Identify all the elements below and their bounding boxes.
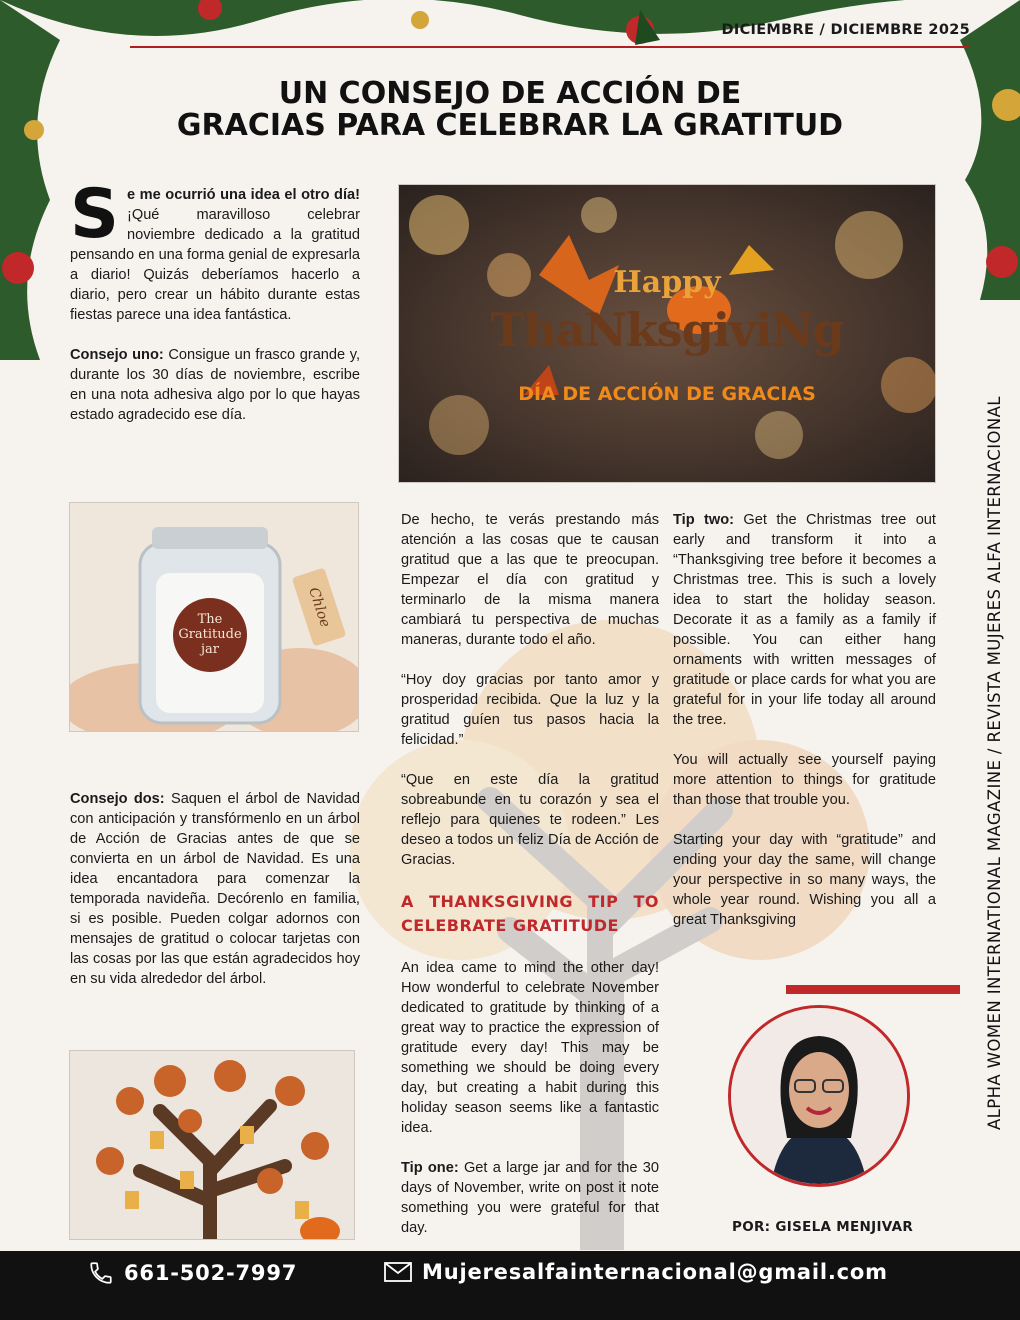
tip-one-en (401, 1158, 659, 1238)
tip-two-es-text: Saquen el árbol de Navidad con anticipación y transfórmenlo en un árbol de Acción de Gracias antes de que se convierta en un árbol de Navidad. Es una idea encantadora para comenzar la temporada navideña. Decórenlo en familia, si es posible. Pueden colgar adornos con mensajes de gratitud o colocar tarjetas con las cosas por las que están agradecidos hoy en su vida alrededor del árbol. (70, 791, 360, 987)
article-title (0, 78, 1020, 142)
happy-text: Happy (613, 265, 721, 300)
tip-one-es (70, 345, 360, 425)
jar-label-gratitude: Gratitude (178, 627, 242, 642)
column-1-top (70, 175, 360, 445)
phone-number: 661-502-7997 (124, 1261, 298, 1285)
col2-paragraph-1: De hecho, te verás prestando más atención a las cosas que te causan gratitud que a las que te preocupan. Empezar el día con gratitud y terminarlo de la misma manera cambiará tu perspectiva de muchas maneras, durante todo el año. (401, 512, 659, 648)
col2-quote-2: “Que en este día la gratitud sobreabunde en tu corazón y sea el reflejo para quienes te rodeen.” Les deseo a todos un feliz Día de Acción de Gracias. (401, 772, 659, 868)
magazine-side-title: ALPHA WOMEN INTERNATIONAL MAGAZINE / REVISTA MUJERES ALFA INTERNACIONAL (985, 396, 1004, 1130)
column-1-bottom (70, 789, 360, 1009)
jar-name-tag: Chloe (292, 568, 347, 647)
column-2 (401, 510, 659, 1258)
envelope-icon (384, 1261, 412, 1283)
thanksgiving-text: ThaNksgiviNg (490, 303, 844, 357)
author-photo (728, 1005, 910, 1187)
author-accent-bar (786, 985, 960, 994)
tip-two-en-label: Tip two: (673, 512, 735, 528)
gratitude-jar-image (69, 502, 359, 732)
english-subheading: A THANKSGIVING TIP TO CELEBRATE GRATITUDE (401, 892, 659, 935)
tip-one-en-text: Get a large jar and for the 30 days of November, write on post it note something you were grateful for that day. (401, 1160, 659, 1236)
jar-label (173, 598, 247, 672)
tip-two-es-label: Consejo dos: (70, 791, 165, 807)
jar-label-the: The (197, 612, 223, 627)
dia-accion-gracias-text: DÍA DE ACCIÓN DE GRACIAS (518, 383, 816, 405)
title-line-1: UN CONSEJO DE ACCIÓN DE (278, 76, 742, 111)
tip-one-es-label: Consejo uno: (70, 347, 164, 363)
col3-paragraph-3: Starting your day with “gratitude” and ending your day the same, will change your perspective in so many ways, the whole year round. Wishing you all a great Thanksgiving (673, 832, 936, 928)
drop-cap: S (70, 175, 119, 254)
footer-phone[interactable] (88, 1260, 297, 1286)
footer-bar (0, 1251, 1020, 1320)
header-rule (130, 46, 970, 48)
intro-bold: e me ocurrió una idea el otro día! (126, 187, 360, 203)
gratitude-tree-image (69, 1050, 355, 1240)
english-intro: An idea came to mind the other day! How wonderful to celebrate November dedicated to gratitude by thinking of a great way to practice the expression of gratitude every day! This may be something we should be doing every day, but creating a habit during this holiday season seems like a fantastic idea. (401, 960, 659, 1136)
christmas-garland-right (940, 0, 1020, 300)
tip-two-es (70, 789, 360, 989)
email-address: Mujeresalfainternacional@gmail.com (422, 1260, 888, 1284)
tip-one-es-text: Consigue un frasco grande y, durante los 30 días de noviembre, escribe en una nota adhesiva algo por lo que hayas estado agradecido ese día. (70, 347, 360, 423)
footer-email[interactable] (384, 1260, 888, 1284)
christmas-garland-left (0, 0, 70, 360)
column-3 (673, 510, 936, 950)
issue-date: DICIEMBRE / DICIEMBRE 2025 (721, 22, 970, 38)
tree-photo-drawing (70, 1051, 355, 1240)
intro-text: ¡Qué maravilloso celebrar noviembre dedicado a la gratitud pensando en una forma genial de expresarla a diario! Quizás deberíamos hacerlo a diario, pero crear un hábito durante estas fiestas parece una idea fantástica. (70, 207, 360, 323)
tip-one-en-label: Tip one: (401, 1160, 459, 1176)
intro-paragraph (70, 175, 360, 325)
phone-icon (88, 1260, 114, 1286)
col2-quote-1: “Hoy doy gracias por tanto amor y prosperidad recibida. Que la luz y la gratitud guíen tus pasos hacia la felicidad.” (401, 672, 659, 748)
author-byline: POR: GISELA MENJIVAR (732, 1219, 914, 1235)
happy-thanksgiving-image (398, 184, 936, 483)
title-line-2: GRACIAS PARA CELEBRAR LA GRATITUD (176, 108, 844, 143)
jar-label-jar: jar (201, 642, 219, 657)
author-portrait-drawing (731, 1008, 907, 1184)
col3-paragraph-2: You will actually see yourself paying more attention to things for gratitude than those that trouble you. (673, 752, 936, 808)
tip-two-en-text: Get the Christmas tree out early and transform it into a “Thanksgiving tree before it becomes a Christmas tree. This is such a lovely idea to start the holiday season. Decorate it as a family as a family if possible. You can either hang ornaments with written messages of gratitude or place cards for what you are grateful for in your life today all around the tree. (673, 512, 936, 728)
tip-two-en (673, 510, 936, 730)
